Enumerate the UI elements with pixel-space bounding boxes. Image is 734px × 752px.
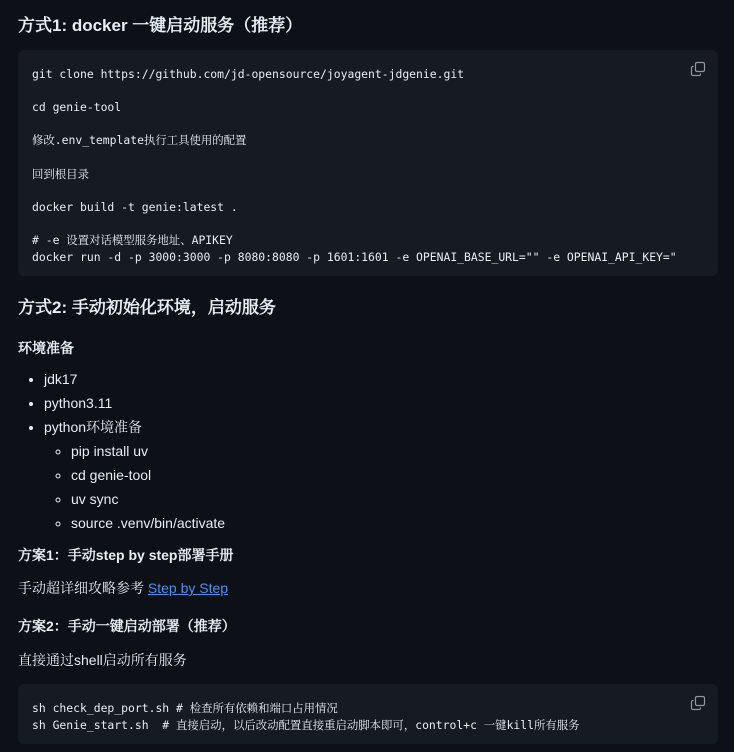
- docker-code: [32, 66, 704, 265]
- shell-code: [32, 700, 704, 733]
- list-item-label: pip install uv: [71, 443, 149, 459]
- code-line: docker run -d -p 3000:3000 -p 8080:8080 -p 1601:1601 -e OPENAI_BASE_URL="" -e OPENAI_API_KEY=": [32, 249, 677, 264]
- list-item-label: uv sync: [71, 491, 119, 507]
- code-line: 修改.env_template执行工具使用的配置: [32, 133, 247, 148]
- copy-icon[interactable]: [690, 695, 706, 711]
- list-item: [71, 463, 698, 487]
- code-line: docker build -t genie:latest .: [32, 199, 238, 214]
- list-item-label: python3.11: [44, 395, 113, 411]
- env-heading: 环境准备: [18, 340, 74, 356]
- list-item-label: jdk17: [44, 371, 78, 387]
- list-item: [44, 415, 698, 535]
- code-line: git clone https://github.com/jd-opensource/joyagent-jdgenie.git: [32, 67, 465, 81]
- plan2-paragraph: 直接通过shell启动所有服务: [18, 652, 187, 668]
- list-item-label: source .venv/bin/activate: [71, 515, 226, 531]
- list-item: [71, 439, 698, 463]
- shell-code-block[interactable]: [18, 684, 718, 744]
- code-line: sh Genie_start.sh # 直接启动，以后改动配置直接重启动脚本即可，control+c 一键kill所有服务: [32, 717, 580, 732]
- section2-heading: 方式2: 手动初始化环境，启动服务: [18, 298, 276, 317]
- docker-code-block[interactable]: [18, 50, 718, 276]
- step-by-step-link[interactable]: Step by Step: [147, 580, 229, 596]
- code-line: cd genie-tool: [32, 100, 122, 115]
- list-item-label: cd genie-tool: [71, 467, 152, 483]
- plan1-text: 手动超详细攻略参考: [18, 580, 148, 596]
- list-item: [71, 511, 698, 535]
- code-line: 回到根目录: [32, 166, 89, 181]
- python-sublist: [44, 439, 698, 535]
- list-item: [71, 487, 698, 511]
- list-item: [44, 367, 698, 391]
- code-line: sh check_dep_port.sh # 检查所有依赖和端口占用情况: [32, 701, 338, 715]
- code-line: # -e 设置对话模型服务地址、APIKEY: [32, 232, 233, 247]
- env-list-wrapper: [18, 367, 698, 535]
- list-item: [44, 391, 698, 415]
- plan1-paragraph: [18, 578, 228, 598]
- copy-icon[interactable]: [690, 61, 706, 77]
- env-list: [18, 367, 698, 535]
- section1-heading: 方式1: docker 一键启动服务（推荐）: [18, 16, 303, 35]
- plan2-heading: 方案2：手动一键启动部署（推荐）: [18, 618, 236, 634]
- list-item-label: python环境准备: [44, 419, 143, 435]
- plan1-heading: 方案1：手动step by step部署手册: [18, 547, 234, 563]
